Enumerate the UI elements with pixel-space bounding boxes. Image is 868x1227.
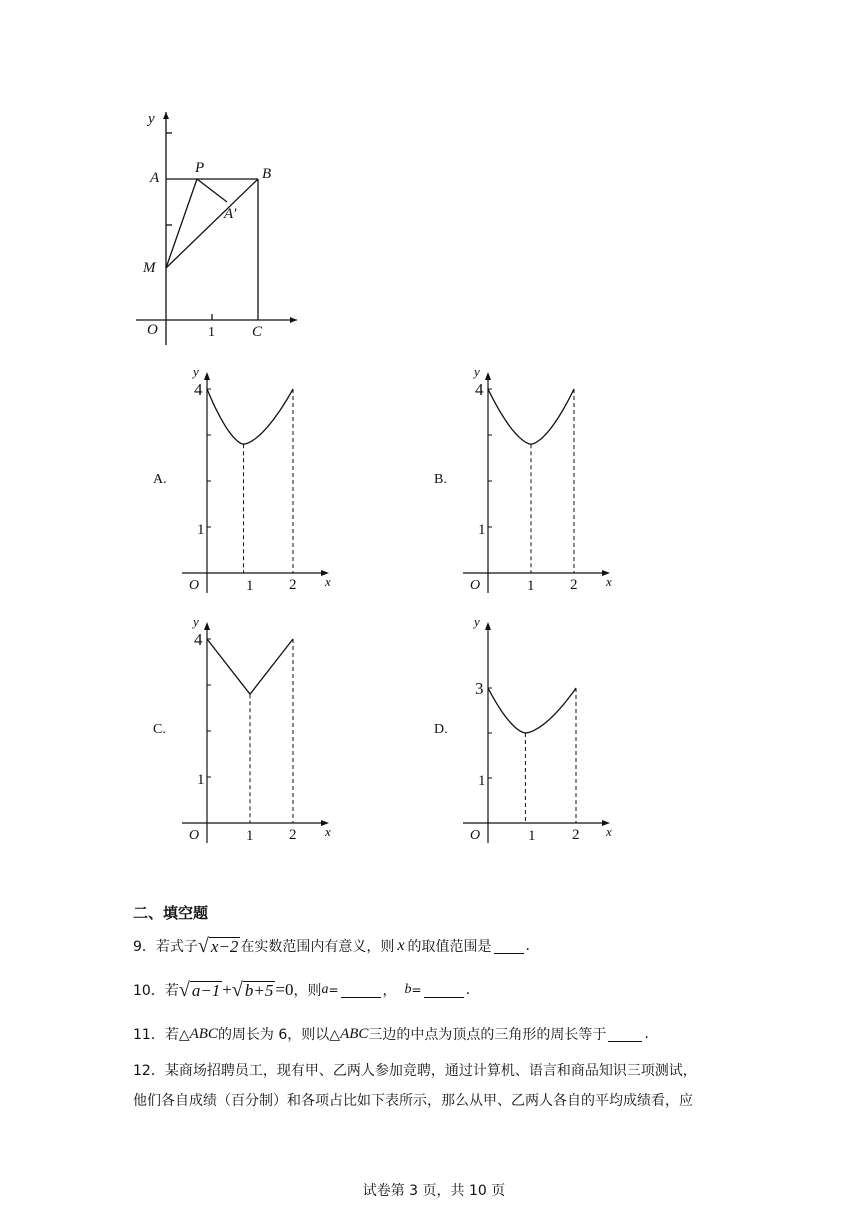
opt3-function-curve	[488, 688, 576, 733]
opt2-x2-label: 2	[289, 827, 297, 843]
opt2-x1-label: 1	[246, 828, 254, 844]
opt2-y-top-label: 4	[194, 630, 203, 649]
opt0-x-label: x	[325, 574, 331, 589]
section-title: 二、填空题	[133, 904, 209, 922]
q10-sqrt-2: √ b+5	[231, 979, 274, 1001]
q10-comma: ，	[382, 983, 397, 999]
q9-mid: 在实数范围内有意义，则	[240, 939, 395, 955]
opt2-origin-label: O	[189, 828, 200, 843]
opt3-y-top-label: 3	[475, 679, 484, 698]
main-tick-1: 1	[208, 325, 215, 340]
opt2-x-label: x	[325, 824, 331, 839]
opt0-x2-label: 2	[289, 577, 297, 593]
opt0-function-curve	[207, 389, 293, 444]
opt0-x1-label: 1	[246, 578, 254, 594]
q11-text1: 11．若△	[133, 1027, 190, 1043]
q11-abc2: ABC	[340, 1025, 369, 1042]
opt3-x2-label: 2	[572, 827, 580, 843]
q10-prefix: 10．若	[133, 983, 179, 999]
q10-plus: +	[222, 980, 232, 999]
q10-b-blank[interactable]	[424, 983, 464, 998]
q10-radicand-2: b+5	[244, 981, 274, 1000]
opt1-function-curve	[488, 389, 574, 444]
q10-eq-a: =	[328, 983, 339, 997]
point-C-label: C	[252, 324, 263, 340]
q10-a-blank[interactable]	[341, 983, 381, 998]
opt2-y-arrow	[204, 622, 210, 630]
q10-radicand-1: a−1	[191, 981, 221, 1000]
q9-tail: 的取值范围是	[407, 939, 492, 955]
opt0-origin-label: O	[189, 578, 200, 593]
option-B-label: B.	[434, 472, 447, 487]
option-D-label: D.	[434, 722, 448, 737]
opt0-y-label: y	[193, 364, 199, 379]
opt1-origin-label: O	[470, 578, 481, 593]
opt0-y-arrow	[204, 372, 210, 380]
opt2-y-one-label: 1	[197, 772, 205, 788]
q9-radicand: x−2	[210, 937, 239, 956]
q12-line2: 他们各自成绩（百分制）和各项占比如下表所示，那么从甲、乙两人各自的平均成绩看，应	[133, 1093, 693, 1109]
q12-line1: 12．某商场招聘员工，现有甲、乙两人参加竞聘，通过计算机、语言和商品知识三项测试，	[133, 1063, 697, 1079]
q9-answer-blank[interactable]	[494, 939, 524, 954]
point-B-label: B	[262, 166, 272, 182]
opt1-y-arrow	[485, 372, 491, 380]
page-footer: 试卷第 3 页，共 10 页	[362, 1183, 506, 1199]
q9-prefix: 9．若式子	[133, 939, 198, 955]
main-y-label: y	[148, 111, 155, 127]
option-A-label: A.	[153, 472, 167, 487]
option-C-label: C.	[153, 722, 166, 737]
question-10	[133, 980, 470, 1000]
question-12	[133, 1056, 753, 1116]
opt3-origin-label: O	[470, 828, 481, 843]
opt1-x2-label: 2	[570, 577, 578, 593]
point-P-label: P	[195, 160, 205, 176]
opt3-x-label: x	[606, 824, 612, 839]
q9-end: .	[525, 938, 530, 954]
q10-then: ，则	[293, 983, 322, 999]
point-A-label: A	[150, 170, 160, 186]
q9-sqrt: √ x−2	[197, 935, 239, 957]
opt0-y-one-label: 1	[197, 522, 205, 538]
opt3-y-label: y	[474, 614, 480, 629]
point-A-prime-label: A′	[224, 206, 237, 222]
q11-text2: 的周长为 6，则以△	[217, 1027, 341, 1043]
opt2-function-curve	[207, 639, 293, 694]
opt1-x1-label: 1	[527, 578, 535, 594]
q9-var: x	[397, 937, 405, 954]
question-11	[133, 1024, 649, 1044]
opt0-y-top-label: 4	[194, 380, 203, 399]
origin-label: O	[147, 322, 158, 338]
q11-end: .	[644, 1026, 649, 1042]
q10-sqrt-1: √ a−1	[178, 979, 221, 1001]
opt1-y-label: y	[474, 364, 480, 379]
q10-end: .	[465, 982, 471, 998]
opt1-y-top-label: 4	[475, 380, 484, 399]
opt1-y-one-label: 1	[478, 522, 486, 538]
point-M-label: M	[143, 260, 156, 276]
q11-answer-blank[interactable]	[608, 1027, 642, 1042]
opt3-x1-label: 1	[528, 828, 536, 844]
q11-abc1: ABC	[189, 1025, 218, 1042]
q10-equals-zero: =0	[275, 980, 294, 999]
q11-text3: 三边的中点为顶点的三角形的周长等于	[368, 1027, 607, 1043]
q10-a: a	[321, 982, 329, 997]
q10-b: b	[404, 982, 412, 997]
opt3-y-one-label: 1	[478, 773, 486, 789]
opt2-y-label: y	[193, 614, 199, 629]
q10-eq-b: =	[411, 983, 422, 997]
question-9	[133, 936, 530, 956]
opt1-x-label: x	[606, 574, 612, 589]
opt3-y-arrow	[485, 622, 491, 630]
